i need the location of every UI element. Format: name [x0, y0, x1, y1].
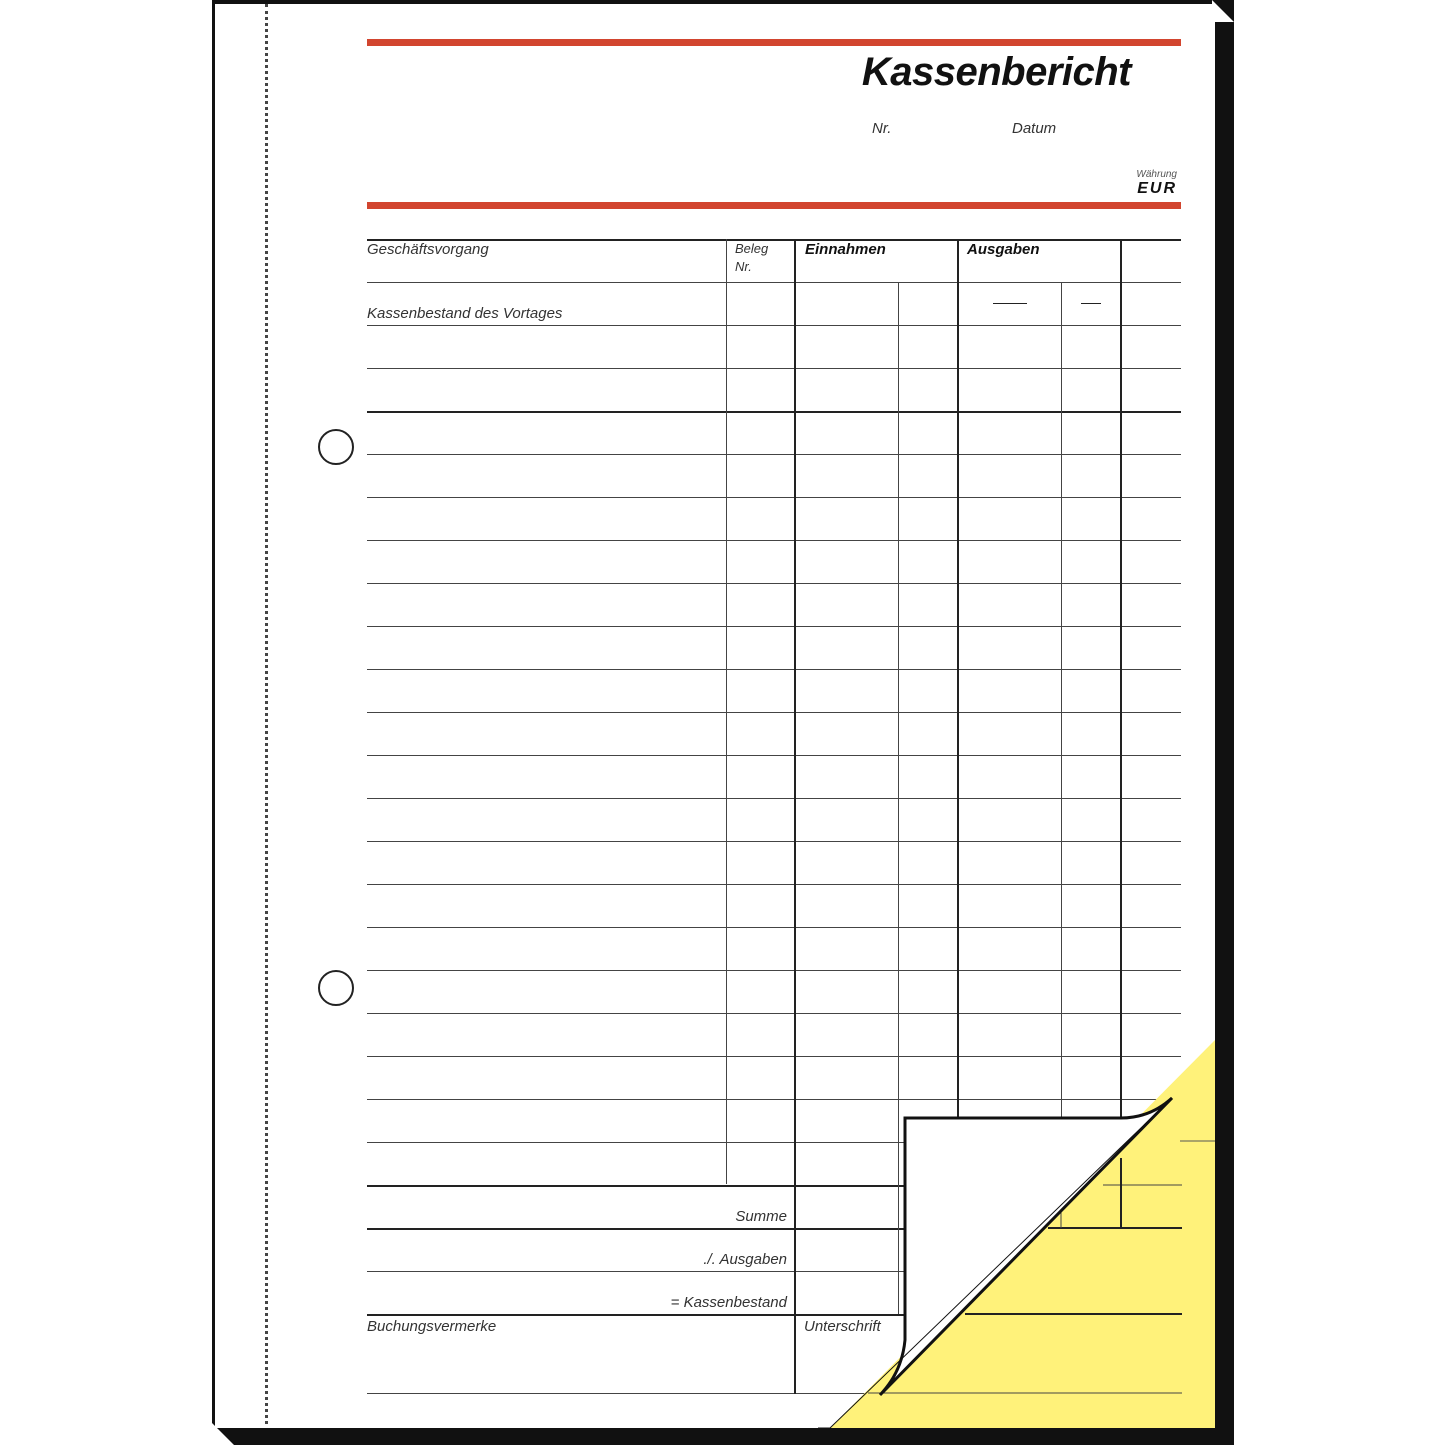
waehrung-label: Währung	[1136, 169, 1177, 180]
datum-label: Datum	[1012, 120, 1057, 137]
col-beleg: Beleg	[735, 241, 769, 256]
form-title: Kassenbericht	[861, 50, 1131, 94]
minus-ausgaben-label: ./. Ausgaben	[703, 1251, 787, 1268]
nr-label: Nr.	[872, 120, 892, 137]
kassenbestand-label: = Kassenbestand	[670, 1294, 787, 1311]
col-ausgaben: Ausgaben	[967, 241, 1040, 258]
row-kassenbestand-vortag: Kassenbestand des Vortages	[367, 305, 563, 322]
col-einnahmen: Einnahmen	[805, 241, 886, 258]
col-geschaeftsvorgang: Geschäftsvorgang	[367, 241, 489, 258]
summe-label: Summe	[735, 1208, 787, 1225]
buchungsvermerke-label: Buchungsvermerke	[367, 1318, 497, 1335]
waehrung-value: EUR	[1137, 180, 1177, 197]
unterschrift-label: Unterschrift	[804, 1318, 881, 1335]
col-beleg-nr: Nr.	[735, 259, 752, 274]
